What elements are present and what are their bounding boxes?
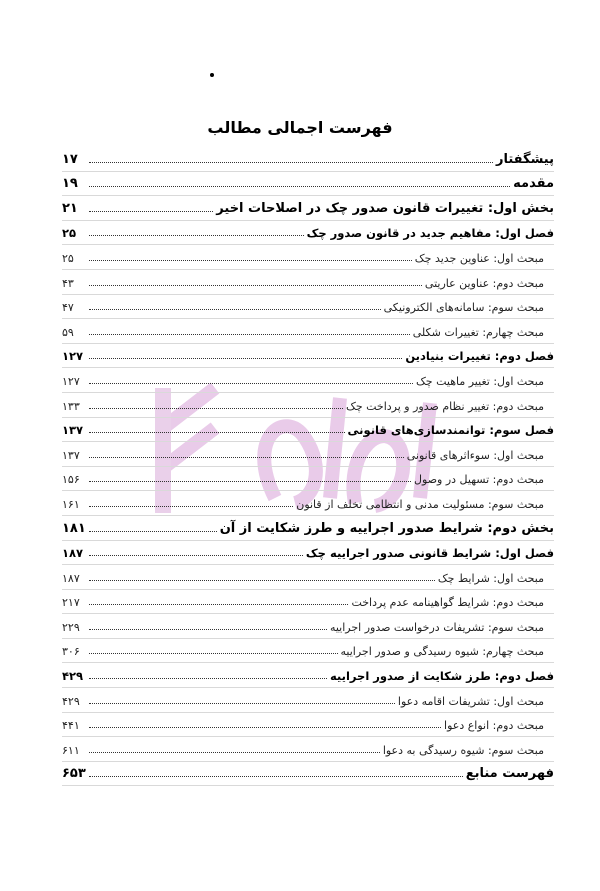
dot-leader	[89, 161, 493, 163]
toc-entry-chapter[interactable]	[62, 541, 554, 566]
toc-entry-page: ۲۱	[62, 200, 78, 216]
dot-leader	[89, 677, 327, 679]
toc-entry-label: مبحث دوم: شرایط گواهینامه عدم پرداخت	[351, 596, 544, 610]
toc-entry-section[interactable]	[62, 393, 554, 418]
page-title: فهرست اجمالی مطالب	[207, 118, 393, 137]
toc-entry-section[interactable]	[62, 565, 554, 590]
toc-entry-page: ۱۷	[62, 151, 78, 167]
toc-entry-page: ۶۵۳	[62, 766, 86, 782]
toc-entry-label: بخش دوم: شرایط صدور اجراییه و طرز شکایت از آن	[219, 520, 554, 536]
dot-leader	[89, 480, 411, 482]
dot-leader	[89, 603, 348, 605]
toc-entry-label: مبحث دوم: عناوین عاریتی	[424, 276, 544, 290]
toc-entry-label: مبحث اول: عناوین جدید چک	[414, 251, 544, 265]
dot-leader	[89, 702, 395, 704]
toc-entry-label: مبحث سوم: شیوه رسیدگی به دعوا	[382, 743, 544, 757]
toc-entry-page: ۲۱۷	[62, 596, 80, 610]
toc-entry-page: ۱۳۷	[62, 448, 80, 462]
dot-leader	[89, 407, 343, 409]
toc-entry-section[interactable]	[62, 295, 554, 320]
toc-entry-section[interactable]	[62, 713, 554, 738]
table-of-contents	[62, 147, 554, 786]
dot-leader	[89, 308, 381, 310]
toc-entry-page: ۴۳	[62, 276, 74, 290]
toc-entry-page: ۱۶۱	[62, 497, 80, 511]
toc-entry-chapter[interactable]	[62, 418, 554, 443]
dot-leader	[89, 554, 303, 556]
toc-entry-section[interactable]	[62, 590, 554, 615]
page-marker-dot	[210, 73, 214, 77]
toc-entry-chapter[interactable]	[62, 221, 554, 246]
toc-entry-section[interactable]	[62, 270, 554, 295]
toc-entry-label: مبحث دوم: انواع دعوا	[444, 719, 544, 733]
dot-leader	[89, 726, 441, 728]
toc-entry-page: ۲۵	[62, 251, 74, 265]
toc-entry-section[interactable]	[62, 491, 554, 516]
dot-leader	[89, 751, 380, 753]
toc-entry-introduction[interactable]	[62, 172, 554, 197]
dot-leader	[89, 628, 327, 630]
toc-entry-label: مبحث چهارم: تغییرات شکلی	[412, 325, 544, 339]
toc-entry-page: ۱۸۱	[62, 520, 86, 536]
toc-entry-page: ۴۲۹	[62, 694, 80, 708]
dot-leader	[89, 775, 463, 777]
toc-entry-section[interactable]	[62, 319, 554, 344]
toc-entry-page: ۴۷	[62, 301, 74, 315]
dot-leader	[89, 333, 410, 335]
toc-entry-label: فصل سوم: توانمندسازی‌های قانونی	[347, 423, 554, 438]
toc-entry-bibliography[interactable]	[62, 762, 554, 787]
toc-entry-part-1[interactable]	[62, 196, 554, 221]
toc-entry-page: ۴۴۱	[62, 719, 80, 733]
toc-entry-page: ۱۳۷	[62, 423, 84, 438]
dot-leader	[89, 259, 412, 261]
toc-entry-section[interactable]	[62, 368, 554, 393]
toc-entry-page: ۶۱۱	[62, 743, 80, 757]
toc-entry-label: مبحث دوم: تغییر نظام صدور و پرداخت چک	[345, 399, 544, 413]
toc-entry-section[interactable]	[62, 442, 554, 467]
toc-entry-part-2[interactable]	[62, 516, 554, 541]
toc-entry-section[interactable]	[62, 737, 554, 762]
toc-entry-page: ۱۸۷	[62, 546, 84, 561]
toc-entry-label: مبحث اول: سوءاثرهای قانونی	[406, 448, 544, 462]
toc-entry-label: مقدمه	[513, 176, 554, 192]
toc-entry-label: فصل دوم: طرز شکایت از صدور اجراییه	[329, 669, 554, 684]
toc-entry-page: ۲۵	[62, 226, 77, 241]
toc-entry-label: فصل اول: شرایط قانونی صدور اجراییه چک	[305, 546, 554, 561]
toc-entry-label: فهرست منابع	[465, 766, 554, 782]
dot-leader	[89, 456, 404, 458]
toc-entry-label: بخش اول: تغییرات قانون صدور چک در اصلاحات اخیر	[216, 200, 554, 216]
toc-entry-section[interactable]	[62, 614, 554, 639]
toc-entry-section[interactable]	[62, 688, 554, 713]
dot-leader	[89, 284, 422, 286]
dot-leader	[89, 382, 413, 384]
toc-entry-label: مبحث سوم: تشریفات درخواست صدور اجراییه	[329, 620, 544, 634]
dot-leader	[89, 579, 435, 581]
toc-entry-page: ۲۲۹	[62, 620, 80, 634]
dot-leader	[89, 431, 345, 433]
toc-entry-label: مبحث سوم: مسئولیت مدنی و انتظامی تخلف از قانون	[296, 497, 544, 511]
dot-leader	[89, 210, 213, 212]
toc-entry-section[interactable]	[62, 639, 554, 664]
toc-entry-page: ۱۲۷	[62, 374, 80, 388]
toc-entry-page: ۱۲۷	[62, 349, 84, 364]
toc-entry-label: مبحث اول: تشریفات اقامه دعوا	[397, 694, 544, 708]
dot-leader	[89, 234, 304, 236]
toc-entry-label: مبحث سوم: سامانه‌های الکترونیکی	[383, 301, 544, 315]
toc-entry-label: مبحث چهارم: شیوه رسیدگی و صدور اجراییه	[340, 645, 544, 659]
toc-entry-chapter[interactable]	[62, 344, 554, 369]
toc-entry-label: مبحث اول: شرایط چک	[437, 571, 544, 585]
toc-entry-label: فصل دوم: تغییرات بنیادین	[405, 349, 554, 364]
toc-entry-page: ۱۸۷	[62, 571, 80, 585]
toc-entry-page: ۱۵۶	[62, 473, 80, 487]
toc-entry-page: ۵۹	[62, 325, 74, 339]
toc-entry-section[interactable]	[62, 245, 554, 270]
toc-entry-page: ۱۹	[62, 176, 78, 192]
dot-leader	[89, 185, 510, 187]
toc-entry-label: پیشگفتار	[495, 151, 554, 167]
toc-entry-label: مبحث دوم: تسهیل در وصول	[414, 473, 544, 487]
toc-entry-page: ۱۳۳	[62, 399, 80, 413]
toc-entry-label: مبحث اول: تغییر ماهیت چک	[415, 374, 544, 388]
toc-entry-page: ۴۲۹	[62, 669, 84, 684]
toc-entry-section[interactable]	[62, 467, 554, 492]
toc-entry-page: ۳۰۶	[62, 645, 80, 659]
dot-leader	[89, 530, 217, 532]
toc-entry-chapter[interactable]	[62, 663, 554, 688]
toc-entry-preface[interactable]	[62, 147, 554, 172]
dot-leader	[89, 357, 402, 359]
dot-leader	[89, 505, 293, 507]
dot-leader	[89, 652, 338, 654]
toc-entry-label: فصل اول: مفاهیم جدید در قانون صدور چک	[306, 226, 554, 241]
